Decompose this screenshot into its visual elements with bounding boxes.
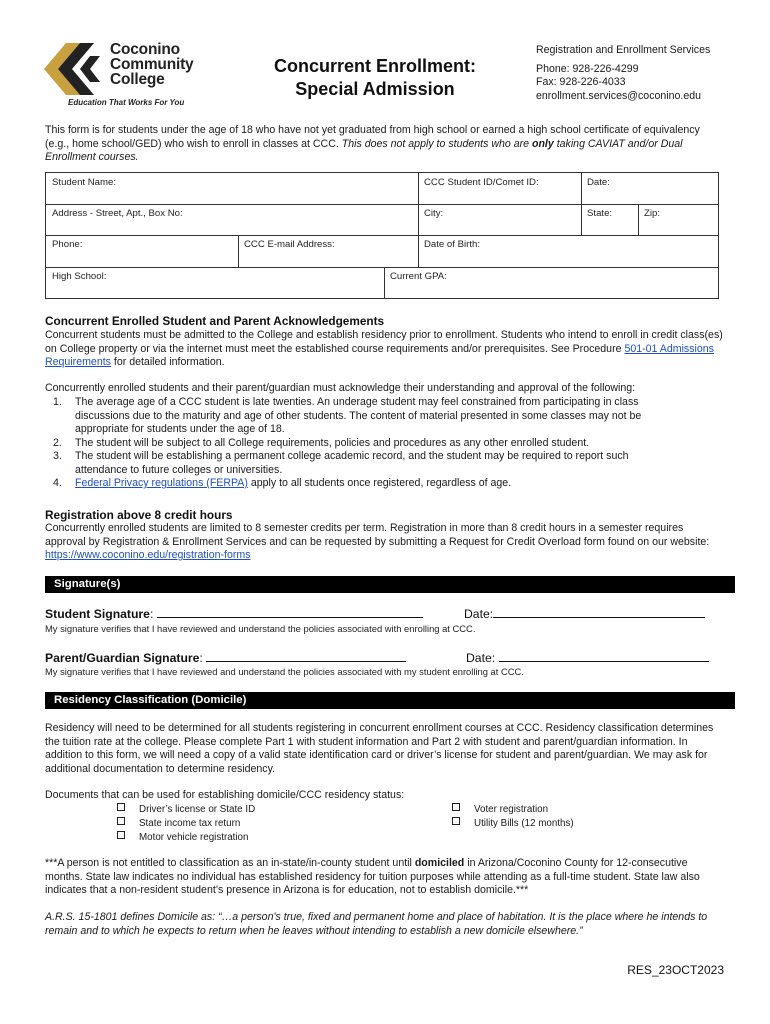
ack-paragraph-1 [45, 329, 725, 370]
form-code: RES_23OCT2023 [627, 963, 724, 977]
residency-paragraph: Residency will need to be determined for all students registering in concurrent enrollment courses at CCC. Residency classification determines the tuition rate at the college. Please complete Part 1 with student information and Part 2 with student and parent/guardian information. In addition to this form, we will need a copy of a valid state identification card or driver’s license for student and parent/guardian. We may ask for additional documentation to determine residency. [45, 722, 714, 775]
doc-label: State income tax return [139, 818, 241, 829]
ack-p1-text-a: Concurrent students must be admitted to the College and establish residency prior to enrollment. Students who intend to enroll in credit class(es) on College property or via the internet must meet the established course requirements and/or prerequisites. See Procedure [45, 329, 723, 355]
doc-label: Utility Bills (12 months) [474, 818, 574, 829]
doc-label: Motor vehicle registration [139, 832, 249, 843]
student-signature-label: Student Signature [45, 607, 150, 621]
ack-list [45, 396, 675, 491]
student-name-field[interactable]: Student Name: [52, 177, 116, 188]
list-text: The student will be establishing a permanent college academic record, and the student may be required to report such attendance to future colleges or universities. [75, 450, 629, 476]
doc-label: Driver’s license or State ID [139, 804, 256, 815]
list-number: 3. [53, 450, 62, 462]
list-number: 2. [53, 436, 62, 449]
list-item [45, 477, 675, 491]
student-date-line [464, 607, 705, 621]
parent-signature-line [45, 651, 406, 665]
checkbox[interactable] [452, 817, 460, 825]
checkbox[interactable] [117, 831, 125, 839]
intro-italic-b: taking CAVIAT and/or Dual Enrollment courses. [45, 137, 683, 163]
doc-option[interactable] [452, 817, 574, 831]
parent-date-label: Date: [466, 651, 496, 665]
residency-note [45, 857, 725, 898]
intro-italic-a: This does not apply to students who are [341, 137, 532, 150]
contact-email: enrollment.services@coconino.edu [536, 89, 702, 102]
ferpa-link[interactable]: Federal Privacy regulations (FERPA) [75, 477, 248, 489]
note-text-b: in Arizona/Coconino County for 12-consecutive months. State law indicates no individual has established residency for tuition purposes while attending as a full-time student. State law also indicates that a non-resident student’s presence in Arizona is for education, not to establish domicile.*** [45, 857, 700, 896]
doc-option[interactable] [117, 803, 255, 817]
student-signature-input[interactable] [157, 608, 423, 618]
state-field[interactable]: State: [587, 208, 613, 219]
list-number: 4. [53, 477, 62, 489]
checkbox[interactable] [117, 817, 125, 825]
email-field[interactable]: CCC E-mail Address: [244, 239, 335, 250]
phone-field[interactable]: Phone: [52, 239, 83, 250]
zip-field[interactable]: Zip: [644, 208, 660, 219]
intro-paragraph [45, 124, 725, 165]
logo-line-2: Community [110, 56, 194, 73]
logo-tagline: Education That Works For You [68, 98, 185, 107]
colon: : [149, 607, 154, 621]
colon: : [199, 651, 203, 665]
doc-option[interactable] [452, 803, 548, 817]
logo-mark-icon [44, 43, 106, 95]
address-field[interactable]: Address - Street, Apt., Box No: [52, 208, 183, 219]
note-bold: domiciled [414, 857, 465, 869]
student-info-table [45, 172, 719, 299]
admissions-procedure-link[interactable]: 501-01 Admissions Requirements [45, 342, 714, 368]
list-item [45, 450, 675, 477]
credit-paragraph [45, 522, 725, 563]
intro-italic-bold: only [531, 137, 554, 150]
parent-date-input[interactable] [499, 652, 709, 662]
ars-definition: A.R.S. 15-1801 defines Domicile as: “…a person's true, fixed and permanent home and place of habitation. It is the place where he intends to remain and to which he expects to return when he leaves without intending to establish a new domicile elsewhere.” [45, 911, 708, 937]
student-signature-line [45, 607, 423, 621]
intro-text: This form is for students under the age of 18 who have not yet graduated from high school or earned a high school certificate of equivalency (e.g., home school/GED) who wish to enroll in classes at CCC. [45, 124, 700, 150]
signatures-bar: Signature(s) [45, 576, 735, 593]
credit-text: Concurrently enrolled students are limited to 8 semester credits per term. Registration in more than 8 credit hours in a semester requires approval by Registration & Enrollment Services and can be requested by submitting a Request for Credit Overload form found on our website: [45, 522, 710, 548]
list-text: apply to all students once registered, regardless of age. [247, 477, 512, 489]
registration-forms-link[interactable]: https://www.coconino.edu/registration-forms [45, 549, 251, 561]
page-title-line-2: Special Admission [295, 79, 455, 99]
contact-phone: Phone: 928-226-4299 [536, 62, 639, 75]
checkbox[interactable] [117, 803, 125, 811]
logo-line-1: Coconino [110, 41, 180, 58]
page-title-line-1: Concurrent Enrollment: [273, 56, 476, 76]
credit-heading: Registration above 8 credit hours [45, 508, 233, 522]
high-school-field[interactable]: High School: [52, 271, 107, 282]
contact-fax: Fax: 928-226-4033 [536, 76, 626, 88]
note-text-a: ***A person is not entitled to classification as an in-state/in-county student until [45, 857, 415, 869]
dob-field[interactable]: Date of Birth: [424, 239, 480, 250]
parent-signature-input[interactable] [206, 652, 406, 662]
parent-signature-note: My signature verifies that I have reviewed and understand the policies associated with my student enrolling at CCC. [45, 666, 524, 677]
list-text: The student will be subject to all College requirements, policies and procedures as any other enrolled student. [75, 436, 590, 449]
doc-label: Voter registration [474, 804, 549, 815]
student-date-label: Date: [464, 607, 494, 621]
parent-signature-label: Parent/Guardian Signature [45, 651, 200, 665]
student-date-input[interactable] [493, 608, 705, 618]
parent-date-line [466, 651, 709, 665]
doc-option[interactable] [117, 831, 248, 845]
doc-option[interactable] [117, 817, 240, 831]
gpa-field[interactable]: Current GPA: [390, 271, 447, 282]
ack-heading: Concurrent Enrolled Student and Parent Acknowledgements [45, 314, 385, 328]
date-field[interactable]: Date: [587, 177, 610, 188]
list-text: The average age of a CCC student is late twenties. An underage student may feel constrained from participating in class discussions due to the maturity and age of other students. The content of material presented in some classes may not be appropriate for students under the age of 18. [75, 396, 642, 435]
ack-p1-text-b: for detailed information. [110, 356, 225, 368]
residency-bar: Residency Classification (Domicile) [45, 692, 735, 709]
list-item [45, 437, 675, 451]
ack-paragraph-2: Concurrently enrolled students and their parent/guardian must acknowledge their understanding and approval of the following: [45, 382, 636, 394]
city-field[interactable]: City: [424, 208, 444, 219]
checkbox[interactable] [452, 803, 460, 811]
contact-dept: Registration and Enrollment Services [536, 44, 711, 56]
docs-intro: Documents that can be used for establishing domicile/CCC residency status: [45, 789, 405, 801]
list-item [45, 396, 675, 437]
logo-line-3: College [110, 71, 165, 88]
student-signature-note: My signature verifies that I have reviewed and understand the policies associated with enrolling at CCC. [45, 623, 476, 634]
list-number: 1. [53, 396, 62, 408]
college-logo [44, 40, 204, 106]
contact-block [536, 44, 710, 103]
student-id-field[interactable]: CCC Student ID/Comet ID: [424, 177, 539, 188]
